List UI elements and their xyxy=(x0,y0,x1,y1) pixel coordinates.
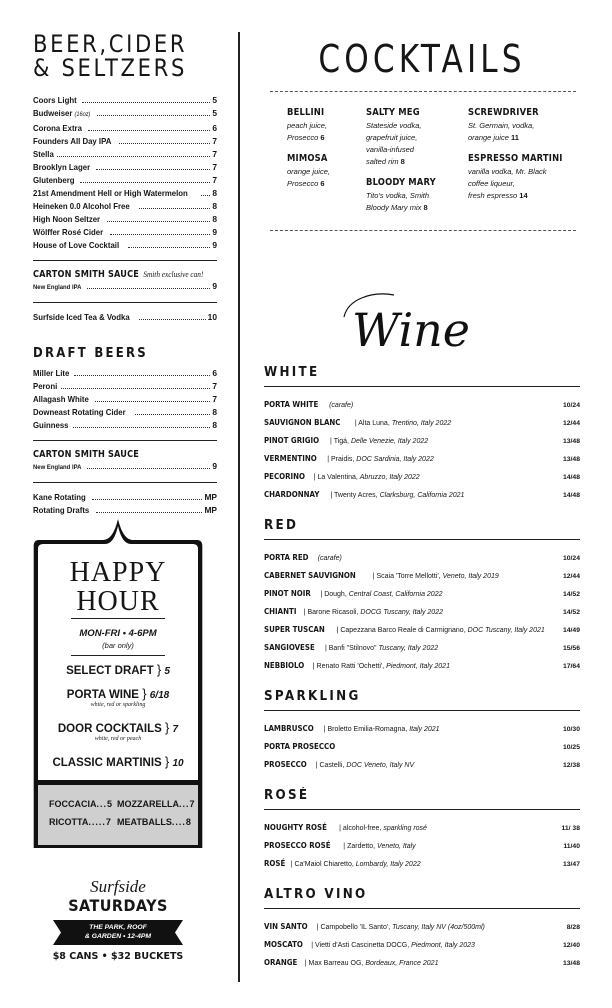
wine-region: Abruzzo, Italy 2022 xyxy=(359,474,420,481)
menu-item xyxy=(33,239,217,252)
wine-name: VIN SANTO xyxy=(264,921,308,931)
wine-producer: Ca'Maiol Chiaretto, xyxy=(294,861,354,868)
wine-item xyxy=(264,720,580,738)
cocktail-item: SCREWDRIVER St. Germain, vodka, orange juice 11 xyxy=(468,107,539,142)
dashed-divider xyxy=(270,230,576,231)
dot-leader xyxy=(80,182,211,183)
item-name: Peroni xyxy=(33,381,58,391)
divider xyxy=(71,618,165,619)
wine-producer: Campobello 'IL Santo', xyxy=(320,924,391,931)
menu-item xyxy=(33,200,217,213)
wine-producer: Alta Luna, xyxy=(358,420,390,427)
wine-producer: Tigá, xyxy=(333,438,349,445)
wine-desc: PROSECCO | Castelli, DOC Veneto, Italy NV xyxy=(264,756,414,774)
wine-name: CABERNET SAUVIGNON xyxy=(264,570,356,580)
wine-producer: Dough, xyxy=(324,591,347,598)
wine-desc: LAMBRUSCO | Broletto Emilia-Romagna, Italy 2021 xyxy=(264,720,440,738)
dot-leader xyxy=(74,375,210,376)
wine-item xyxy=(264,936,580,954)
item-price: 5 xyxy=(212,95,217,105)
hh-food-row: MOZZARELLA...7 xyxy=(117,799,195,809)
item-name: Heineken 0.0 Alcohol Free xyxy=(33,201,130,211)
wine-price: 14/52 xyxy=(562,591,580,598)
menu-item xyxy=(33,187,217,200)
item-price: 7 xyxy=(212,394,217,404)
wine-name: PROSECCO ROSÉ xyxy=(264,840,331,850)
item-name: Wölffer Rosé Cider xyxy=(33,227,104,237)
surfside-script: Surfside xyxy=(90,877,146,896)
hh-food-row: MEATBALLS....8 xyxy=(117,817,191,827)
item-name: Stella xyxy=(33,149,54,159)
wine-price: 13/48 xyxy=(562,960,580,967)
cocktail-item: MIMOSA orange juice, Prosecco 6 xyxy=(287,153,330,188)
hh-porta-wine-note: white, red or sparkling xyxy=(90,702,146,708)
item-name: Glutenberg xyxy=(33,175,75,185)
wine-price: 8/28 xyxy=(566,924,580,931)
happy-hour-time: MON-FRI • 4-6PM xyxy=(79,628,157,639)
item-name: 21st Amendment Hell or High Watermelon xyxy=(33,188,188,198)
wine-section xyxy=(264,365,580,504)
item-price: 7 xyxy=(212,162,217,172)
wine-region: Lombardy, Italy 2022 xyxy=(355,861,421,868)
wine-section-title: WHITE xyxy=(264,365,320,380)
item-price: 7 xyxy=(212,136,217,146)
beer-title: BEER,CIDER & SELTZERS xyxy=(33,30,188,82)
wine-desc: CHARDONNAY | Twenty Acres, Clarksburg, California 2021 xyxy=(264,486,464,504)
item-price: MP xyxy=(204,492,217,502)
beer-column xyxy=(33,32,217,517)
cocktails-wine-column xyxy=(264,32,580,986)
draft-title: DRAFT BEERS xyxy=(33,346,148,361)
wine-item xyxy=(264,918,580,936)
divider xyxy=(33,302,217,303)
menu-item xyxy=(33,380,217,393)
item-price: 8 xyxy=(212,188,217,198)
wine-name: VERMENTINO xyxy=(264,453,317,463)
menu-item xyxy=(33,419,217,432)
wine-region: sparkling rosé xyxy=(383,825,427,832)
wine-name: PORTA PROSECCO xyxy=(264,741,336,751)
menu-item: Surfside Iced Tea & Vodka 10 xyxy=(33,312,217,322)
wine-section-title: SPARKLING xyxy=(264,689,361,704)
wine-item xyxy=(264,549,580,567)
wine-desc: SANGIOVESE | Banfi "Stilnovo" Tuscany, Italy 2022 xyxy=(264,639,438,657)
dot-leader xyxy=(139,208,210,209)
carton-smith-sauce-title: CARTON SMITH SAUCE xyxy=(33,449,140,460)
menu-item xyxy=(33,94,217,107)
wine-name: PORTA WHITE xyxy=(264,399,319,409)
item-price: 7 xyxy=(212,175,217,185)
wine-producer: Zardetto, xyxy=(347,843,376,850)
item-price: 8 xyxy=(212,420,217,430)
column-divider xyxy=(238,32,240,982)
item-name: Brooklyn Lager xyxy=(33,162,91,172)
wine-region: Delle Venezie, Italy 2022 xyxy=(350,438,429,445)
wine-item xyxy=(264,756,580,774)
draft-list xyxy=(33,367,217,432)
rotating-list xyxy=(33,491,217,517)
menu-item xyxy=(33,213,217,226)
wine-producer: alcohol-free, xyxy=(342,825,382,832)
wine-name: SAUVIGNON BLANC xyxy=(264,417,341,427)
item-price: 9 xyxy=(212,227,217,237)
hh-door-cocktails: DOOR COCKTAILS } 7 xyxy=(57,720,179,735)
wine-producer: Praidis, xyxy=(331,456,355,463)
wine-name: NEBBIOLO xyxy=(264,660,305,670)
wine-desc: VIN SANTO | Campobello 'IL Santo', Tuscany, Italy NV (4oz/500ml) xyxy=(264,918,485,936)
menu-item xyxy=(33,107,217,122)
wine-region: Central Coast, California 2022 xyxy=(348,591,443,598)
wine-region: Clarksburg, California 2021 xyxy=(379,492,465,499)
item-name: Miller Lite xyxy=(33,368,70,378)
wine-section-title: ALTRO VINO xyxy=(264,887,368,902)
wine-region: (carafe) xyxy=(329,402,354,409)
wine-region: (carafe) xyxy=(317,555,342,562)
wine-item xyxy=(264,855,580,873)
wine-item xyxy=(264,585,580,603)
wine-producer: Scaia 'Torre Mellotti', xyxy=(376,573,441,580)
divider xyxy=(33,440,217,441)
menu-item xyxy=(33,504,217,517)
wine-price: 12/40 xyxy=(562,942,580,949)
divider xyxy=(264,908,580,909)
wine-name: CHARDONNAY xyxy=(264,489,320,499)
wine-desc: ROSÉ | Ca'Maiol Chiaretto, Lombardy, Italy 2022 xyxy=(264,855,421,873)
item-name: Corona Extra xyxy=(33,123,82,133)
menu-item xyxy=(33,491,217,504)
dot-leader xyxy=(92,499,203,500)
wine-item xyxy=(264,657,580,675)
divider xyxy=(33,260,217,261)
wine-producer: Banfi "Stilnovo" xyxy=(328,645,377,652)
wine-name: PINOT GRIGIO xyxy=(264,435,320,445)
wine-price: 13/48 xyxy=(562,456,580,463)
wine-price: 15/56 xyxy=(562,645,580,652)
wine-region: Bordeaux, France 2021 xyxy=(365,960,439,967)
wine-producer: Twenty Acres, xyxy=(334,492,378,499)
menu-item xyxy=(33,122,217,135)
divider xyxy=(71,655,165,656)
wine-script-graphic xyxy=(264,281,580,365)
wine-price: 13/48 xyxy=(562,438,580,445)
wine-price: 12/44 xyxy=(562,420,580,427)
wine-producer: Barone Ricasoli, xyxy=(307,609,359,616)
item-price: 8 xyxy=(212,214,217,224)
item-price: 7 xyxy=(212,381,217,391)
wine-region: Piedmont, Italy 2021 xyxy=(386,663,450,670)
wine-desc: CABERNET SAUVIGNON | Scaia 'Torre Mellotti', Veneto, Italy 2019 xyxy=(264,567,499,585)
hh-door-cocktails-note: white, red or peach xyxy=(94,736,142,742)
wine-region: Veneto, Italy 2019 xyxy=(442,573,499,580)
menu-item xyxy=(33,393,217,406)
dot-leader xyxy=(128,247,211,248)
carton-smith-sauce-title: CARTON SMITH SAUCE Smith exclusive can! xyxy=(33,269,204,280)
item-name: House of Love Cocktail xyxy=(33,240,120,250)
bar-only-note: (bar only) xyxy=(102,641,134,650)
surfside-deal: $8 CANS • $32 BUCKETS xyxy=(52,951,184,962)
wine-region: Italy 2021 xyxy=(409,726,440,733)
wine-name: PECORINO xyxy=(264,471,306,481)
wine-price: 10/30 xyxy=(562,726,580,733)
wine-price: 14/48 xyxy=(562,492,580,499)
menu-item xyxy=(33,161,217,174)
dot-leader xyxy=(73,427,210,428)
wine-desc: ORANGE | Max Barreau OG, Bordeaux, France 2021 xyxy=(264,954,438,972)
menu-item xyxy=(33,226,217,239)
wine-price: 14/49 xyxy=(562,627,580,634)
item-name: Allagash White xyxy=(33,394,89,404)
wine-name: ORANGE xyxy=(264,957,298,967)
wine-price: 14/52 xyxy=(562,609,580,616)
wine-section xyxy=(264,518,580,675)
dot-leader xyxy=(61,388,210,389)
wine-item xyxy=(264,819,580,837)
dot-leader xyxy=(201,195,210,196)
menu-item xyxy=(33,148,217,161)
wine-price: 10/24 xyxy=(562,555,580,562)
wine-item xyxy=(264,837,580,855)
wine-producer: La Valentina, xyxy=(317,474,358,481)
item-price: 7 xyxy=(212,149,217,159)
wine-desc: CHIANTI | Barone Ricasoli, DOCG Tuscany, Italy 2022 xyxy=(264,603,443,621)
surfside-banner: THE PARK, ROOF & GARDEN • 12-4PM xyxy=(53,920,183,945)
cocktail-item: BLOODY MARY Tito's vodka, Smith Bloody Mary mix 8 xyxy=(366,177,436,212)
wine-desc: MOSCATO | Vietti d'Asti Cascinetta DOCG, Piedmont, Italy 2023 xyxy=(264,936,475,954)
dot-leader xyxy=(119,143,210,144)
wine-desc: NOUGHTY ROSÉ | alcohol-free, sparkling rosé xyxy=(264,819,427,837)
wine-price: 10/25 xyxy=(562,744,580,751)
wine-name: CHIANTI xyxy=(264,606,297,616)
wine-desc xyxy=(264,549,342,567)
wine-item xyxy=(264,567,580,585)
wine-section xyxy=(264,689,580,774)
wine-price: 11/ 38 xyxy=(561,825,580,832)
divider xyxy=(264,809,580,810)
saturdays-title: SATURDAYS xyxy=(68,896,168,915)
wine-name: LAMBRUSCO xyxy=(264,723,314,733)
wine-region: DOC Veneto, Italy NV xyxy=(346,762,415,769)
wine-desc: VERMENTINO | Praidis, DOC Sardinia, Italy 2022 xyxy=(264,450,434,468)
cocktail-item: ESPRESSO MARTINI vanilla vodka, Mr. Black coffee liqueur, fresh espresso 14 xyxy=(468,153,563,200)
divider xyxy=(264,539,580,540)
item-name: Coors Light xyxy=(33,95,77,105)
wine-region: Piedmont, Italy 2023 xyxy=(411,942,475,949)
wine-producer: Renato Ratti 'Ochetti', xyxy=(316,663,385,670)
wine-name: NOUGHTY ROSÉ xyxy=(264,822,327,832)
wine-name: PORTA RED xyxy=(264,552,309,562)
wine-producer: Castelli, xyxy=(319,762,345,769)
divider xyxy=(33,482,217,483)
wine-desc xyxy=(264,396,353,414)
dot-leader xyxy=(88,130,211,131)
wine-sections xyxy=(264,365,580,972)
wine-region: DOCG Tuscany, Italy 2022 xyxy=(360,609,443,616)
hh-food-row: FOCCACIA...5 xyxy=(49,799,113,809)
wine-item xyxy=(264,621,580,639)
wine-item xyxy=(264,432,580,450)
wine-region: DOC Sardinia, Italy 2022 xyxy=(356,456,434,463)
wine-region: Tuscany, Italy NV (4oz/500ml) xyxy=(392,924,485,931)
wine-price: 13/47 xyxy=(562,861,580,868)
wine-desc: PROSECCO ROSÉ | Zardetto, Veneto, Italy xyxy=(264,837,416,855)
wine-item xyxy=(264,396,580,414)
wine-producer: Vietti d'Asti Cascinetta DOCG, xyxy=(314,942,410,949)
wine-region: DOC Tuscany, Italy 2021 xyxy=(467,627,545,634)
item-size: (16oz) xyxy=(74,112,91,118)
dot-leader xyxy=(135,414,211,415)
menu-item xyxy=(33,135,217,148)
wine-name: PROSECCO xyxy=(264,759,307,769)
wine-price: 10/24 xyxy=(562,402,580,409)
wine-name: SUPER TUSCAN xyxy=(264,624,325,634)
dot-leader xyxy=(110,234,210,235)
cocktail-item: BELLINI peach juice, Prosecco 6 xyxy=(287,107,328,142)
wine-item xyxy=(264,639,580,657)
wine-price: 11/40 xyxy=(563,843,580,850)
item-name: Downeast Rotating Cider xyxy=(33,407,126,417)
item-price: 9 xyxy=(212,240,217,250)
divider xyxy=(264,386,580,387)
hh-porta-wine: PORTA WINE } 6/18 xyxy=(66,686,170,701)
cocktails-title: COCKTAILS xyxy=(318,37,526,81)
wine-desc: SAUVIGNON BLANC | Alta Luna, Trentino, Italy 2022 xyxy=(264,414,451,432)
dot-leader xyxy=(57,156,210,157)
item-name: Guinness xyxy=(33,420,69,430)
menu-item xyxy=(33,406,217,419)
divider xyxy=(264,710,580,711)
happy-hour-panel xyxy=(33,518,203,850)
wine-producer: Broletto Emilia-Romagna, xyxy=(327,726,408,733)
happy-hour-title: HAPPY HOUR xyxy=(69,557,167,617)
wine-desc: PECORINO | La Valentina, Abruzzo, Italy 2022 xyxy=(264,468,420,486)
dot-leader xyxy=(82,102,210,103)
dot-leader xyxy=(97,115,211,116)
wine-item xyxy=(264,486,580,504)
wine-item xyxy=(264,450,580,468)
cocktails-grid xyxy=(264,92,580,230)
wine-desc xyxy=(264,738,347,756)
wine-name: PINOT NOIR xyxy=(264,588,311,598)
beer-list xyxy=(33,94,217,252)
wine-region: Veneto, Italy xyxy=(377,843,416,850)
wine-name: MOSCATO xyxy=(264,939,303,949)
item-name: Budweiser (16oz) xyxy=(33,108,91,118)
wine-section xyxy=(264,788,580,873)
wine-name: ROSÉ xyxy=(264,858,286,868)
wine-producer: Max Barreau OG, xyxy=(308,960,364,967)
wine-name: SANGIOVESE xyxy=(264,642,315,652)
item-price: MP xyxy=(204,505,217,515)
wine-desc: SUPER TUSCAN | Capezzana Barco Reale di Carmignano, DOC Tuscany, Italy 2021 xyxy=(264,621,545,639)
item-price: 8 xyxy=(212,201,217,211)
surfside-saturdays xyxy=(33,878,203,962)
cocktail-item: SALTY MEG Stateside vodka, grapefruit juice, vanilla-infused salted rim 8 xyxy=(366,107,422,166)
wine-desc: PINOT GRIGIO | Tigá, Delle Venezie, Italy 2022 xyxy=(264,432,428,450)
wine-section xyxy=(264,887,580,972)
menu-item: New England IPA 9 xyxy=(33,281,217,291)
dot-leader xyxy=(96,512,203,513)
wine-item xyxy=(264,603,580,621)
item-name: Founders All Day IPA xyxy=(33,136,112,146)
wine-desc: PINOT NOIR | Dough, Central Coast, California 2022 xyxy=(264,585,443,603)
item-name: High Noon Seltzer xyxy=(33,214,101,224)
menu-item: New England IPA 9 xyxy=(33,461,217,471)
wine-section-title: RED xyxy=(264,518,299,533)
hh-food-row: RICOTTA.....7 xyxy=(49,817,111,827)
wine-price: 14/48 xyxy=(562,474,580,481)
wine-item xyxy=(264,738,580,756)
wine-item xyxy=(264,414,580,432)
wine-script-title xyxy=(264,281,580,365)
dot-leader xyxy=(96,169,210,170)
item-price: 8 xyxy=(212,407,217,417)
item-price: 5 xyxy=(212,108,217,118)
dot-leader xyxy=(95,401,210,402)
wine-price: 12/44 xyxy=(562,573,580,580)
menu-item xyxy=(33,174,217,187)
wine-price: 12/38 xyxy=(562,762,580,769)
item-name: Rotating Drafts xyxy=(33,505,90,515)
wine-desc: NEBBIOLO | Renato Ratti 'Ochetti', Piedmont, Italy 2021 xyxy=(264,657,450,675)
hh-select-draft: SELECT DRAFT } 5 xyxy=(66,662,170,677)
wine-producer: Capezzana Barco Reale di Carmignano, xyxy=(340,627,466,634)
wine-region: Trentino, Italy 2022 xyxy=(391,420,452,427)
wine-price: 17/64 xyxy=(562,663,580,670)
wine-item xyxy=(264,954,580,972)
wine-item xyxy=(264,468,580,486)
item-name: Kane Rotating xyxy=(33,492,86,502)
wine-script-text: Wine xyxy=(352,303,471,357)
dot-leader xyxy=(107,221,210,222)
item-price: 6 xyxy=(212,123,217,133)
menu-item xyxy=(33,367,217,380)
wine-region: Tuscany, Italy 2022 xyxy=(378,645,439,652)
wine-section-title: ROSÉ xyxy=(264,788,310,803)
hh-classic-martinis: CLASSIC MARTINIS } 10 xyxy=(52,754,184,769)
item-price: 6 xyxy=(212,368,217,378)
